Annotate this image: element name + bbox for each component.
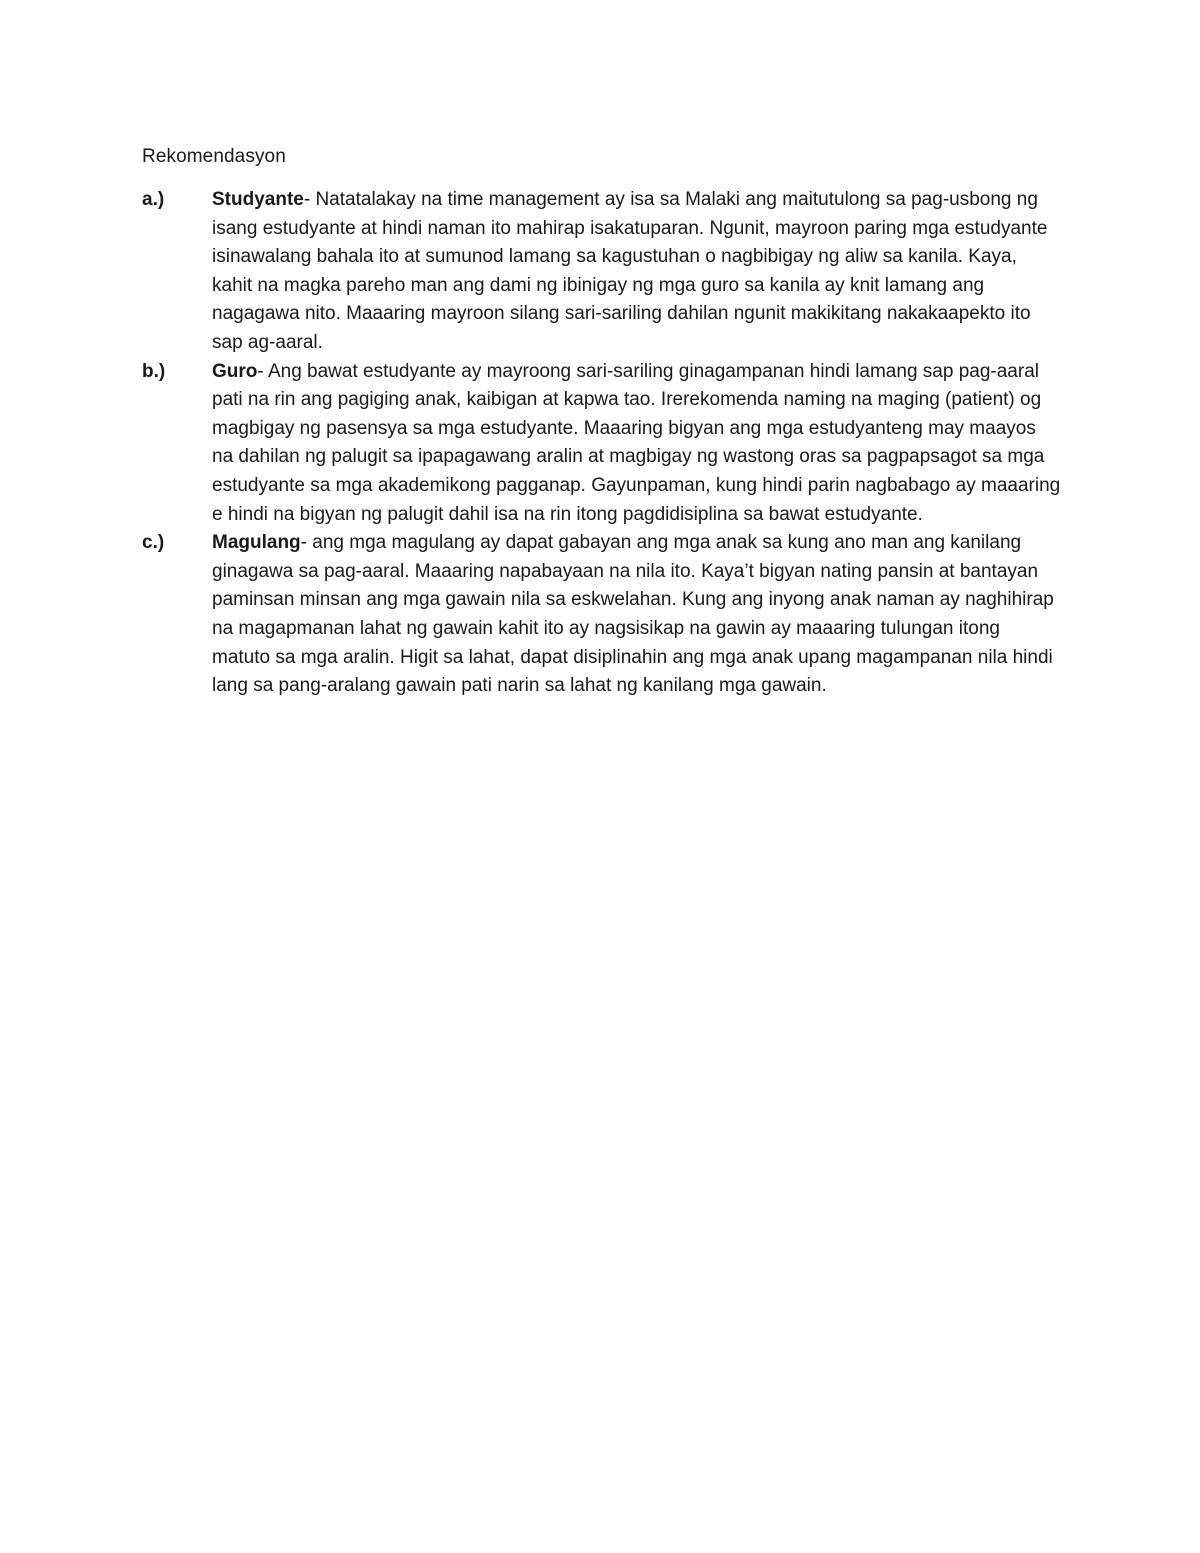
recommendation-text: - Ang bawat estudyante ay mayroong sari-sariling ginagampanan hindi lamang sap pag-aaral pati na rin ang pagiging anak, kaibigan at kapwa tao. Irerekomenda naming na maging (patient) og magbigay ng pasensya sa mga estudyante. Maaaring bigyan ang mga estudyanteng may maayos na dahilan ng palugit sa ipapagawang aralin at magbigay ng wastong oras sa pagpapsagot sa mga estudyante sa mga akademikong pagganap. Gayunpaman, kung hindi parin nagbabago ay maaaring e hindi na bigyan ng palugit dahil isa na rin itong pagdidisiplina sa bawat estudyante.	[212, 360, 1061, 525]
recommendation-item-studyante	[142, 186, 1062, 358]
list-marker: c.)	[142, 532, 165, 554]
list-marker: a.)	[142, 189, 165, 210]
recommendation-term: Guro	[212, 360, 258, 382]
recommendation-item-magulang	[142, 529, 1062, 701]
recommendation-term: Magulang	[212, 532, 301, 554]
recommendation-list	[142, 186, 1062, 701]
recommendation-item-guro	[142, 358, 1062, 530]
list-marker: b.)	[142, 360, 166, 382]
recommendation-term: Studyante	[212, 189, 304, 210]
recommendation-text: - Natatalakay na time management ay isa sa Malaki ang maitutulong sa pag-usbong ng isang estudyante at hindi naman ito mahirap isakatuparan. Ngunit, mayroon paring mga estudyante isinawalang bahala ito at sumunod lamang sa kagustuhan o nagbibigay ng aliw sa kanila. Kaya, kahit na magka pareho man ang dami ng ibinigay ng mga guro sa kanila ay knit lamang ang nagagawa nito. Maaaring mayroon silang sari-sariling dahilan ngunit makikitang nakakaapekto ito sap ag-aaral.	[212, 189, 1048, 353]
document-title: Rekomendasyon	[142, 146, 286, 167]
recommendation-text: - ang mga magulang ay dapat gabayan ang mga anak sa kung ano man ang kanilang ginagawa sa pag-aaral. Maaaring napabayaan na nila ito. Kaya’t bigyan nating pansin at bantayan paminsan minsan ang mga gawain nila sa eskwelahan. Kung ang inyong anak naman ay naghihirap na magapmanan lahat ng gawain kahit ito ay nagsisikap na gawin ay maaaring tulungan itong matuto sa mga aralin. Higit sa lahat, dapat disiplinahin ang mga anak upang magampanan nila hindi lang sa pang-aralang gawain pati narin sa lahat ng kanilang mga gawain.	[212, 532, 1054, 697]
